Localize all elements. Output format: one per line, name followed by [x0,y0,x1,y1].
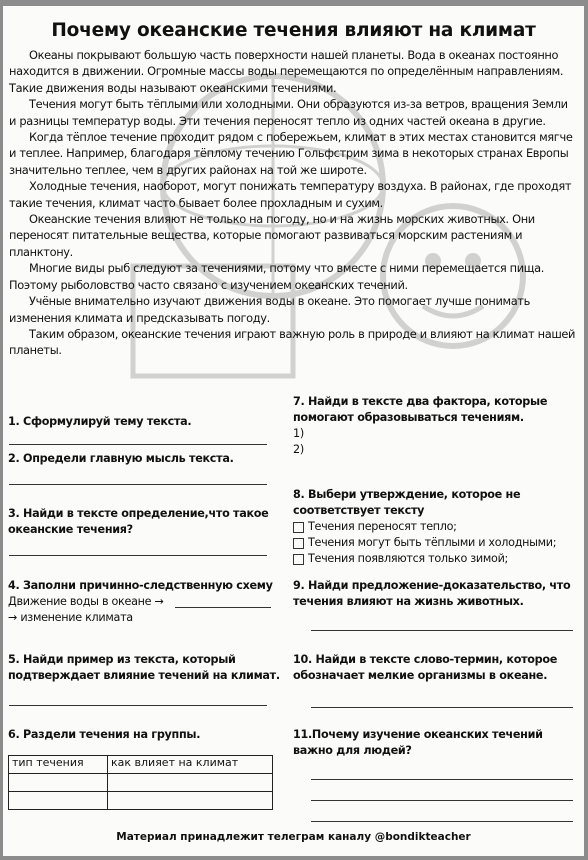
checkbox[interactable] [293,554,304,565]
question-10: 10. Найди в тексте слово-термин, которое обозначает мелкие организмы в океане. [293,653,558,682]
question-1: 1. Сформулируй тему текста. [8,415,192,428]
answer-line[interactable] [9,555,267,556]
question-5: 5. Найди пример из текста, который подтверждает влияние течений на климат. [8,653,280,682]
table-cell[interactable] [9,792,108,810]
table-cell[interactable] [108,774,273,792]
answer-line[interactable] [311,821,573,822]
answer-line[interactable] [9,705,267,706]
paragraph: Океаны покрывают большую часть поверхности нашей планеты. Вода в океанах постоянно находится в движении. Огромные массы воды перемещаются по определённым направлениям. Такие движения воды называют океанскими течениями. [9,48,564,95]
checkbox[interactable] [293,522,304,533]
schema-end: → изменение климата [8,611,133,624]
question-8: 8. Выбери утверждение, которое не соответствует тексту Течения переносят тепло; Течения могут быть тёплыми и холодными; Течения появляются только зимой; [293,487,578,567]
question-2: 2. Определи главную мысль текста. [8,452,234,465]
answer-line[interactable] [311,707,573,708]
paragraph: Когда тёплое течение проходит рядом с побережьем, климат в этих местах становится мягче и теплее. Например, благодаря тёплому течению Гольфстрим зима в некоторых странах Европы значительно теплее, чем в других районах на той же широте. [9,130,573,177]
paragraph: Холодные течения, наоборот, могут понижать температуру воздуха. В районах, где проходят такие течения, климат часто бывает более прохладным и сухим. [9,179,572,210]
schema-start: Движение воды в океане → [8,595,164,608]
reading-text [9,47,577,359]
question-4: 4. Заполни причинно-следственную схему Движение воды в океане → → изменение климата [8,579,273,624]
worksheet [3,6,584,856]
factor-1: 1) [293,427,304,440]
option-3[interactable]: Течения появляются только зимой; [293,551,578,567]
paragraph: Учёные внимательно изучают движения воды в океане. Это помогает лучше понимать изменения климата и предсказывать погоду. [9,294,531,325]
paragraph: Таким образом, океанские течения играют важную роль в природе и влияют на климат нашей планеты. [9,326,576,358]
table-cell[interactable] [9,774,108,792]
table-cell[interactable] [108,792,273,810]
option-2[interactable]: Течения могут быть тёплыми и холодными; [293,535,578,551]
answer-line[interactable] [311,800,573,801]
answer-line[interactable] [311,630,573,631]
schema-blank[interactable] [175,607,271,608]
question-9: 9. Найди предложение-доказательство, что течения влияют на жизнь животных. [293,579,571,608]
question-3: 3. Найди в тексте определение,что такое океанские течения? [8,507,269,536]
answer-line[interactable] [9,484,267,485]
groups-table [8,755,273,810]
paragraph: Течения могут быть тёплыми или холодными. Они образуются из-за ветров, вращения Земли и разницы температур воды. Эти течения переносят тепло из одних частей океана в другие. [9,97,568,128]
option-1[interactable]: Течения переносят тепло; [293,519,578,535]
footer-credit: Материал принадлежит телеграм каналу @bondikteacher [116,831,471,843]
table-header: тип течения [9,756,108,774]
question-11: 11.Почему изучение океанских течений важно для людей? [293,728,543,757]
factor-2: 2) [293,443,304,456]
answer-line[interactable] [9,444,267,445]
paragraph: Океанские течения влияют не только на погоду, но и на жизнь морских животных. Они переносят питательные вещества, которые помогают развиваться морским растениям и планктону. [9,212,535,259]
checkbox[interactable] [293,538,304,549]
question-7: 7. Найди в тексте два фактора, которые помогают образовываться течениям. 1) 2) [293,395,548,456]
answer-line[interactable] [311,779,573,780]
page-title: Почему океанские течения влияют на климат [51,20,536,41]
table-header: как влияет на климат [108,756,273,774]
paragraph: Многие виды рыб следуют за течениями, потому что вместе с ними перемещается пища. Поэтому рыболовство часто связано с изучением океанских течений. [9,261,545,292]
question-6: 6. Раздели течения на группы. [8,728,201,741]
